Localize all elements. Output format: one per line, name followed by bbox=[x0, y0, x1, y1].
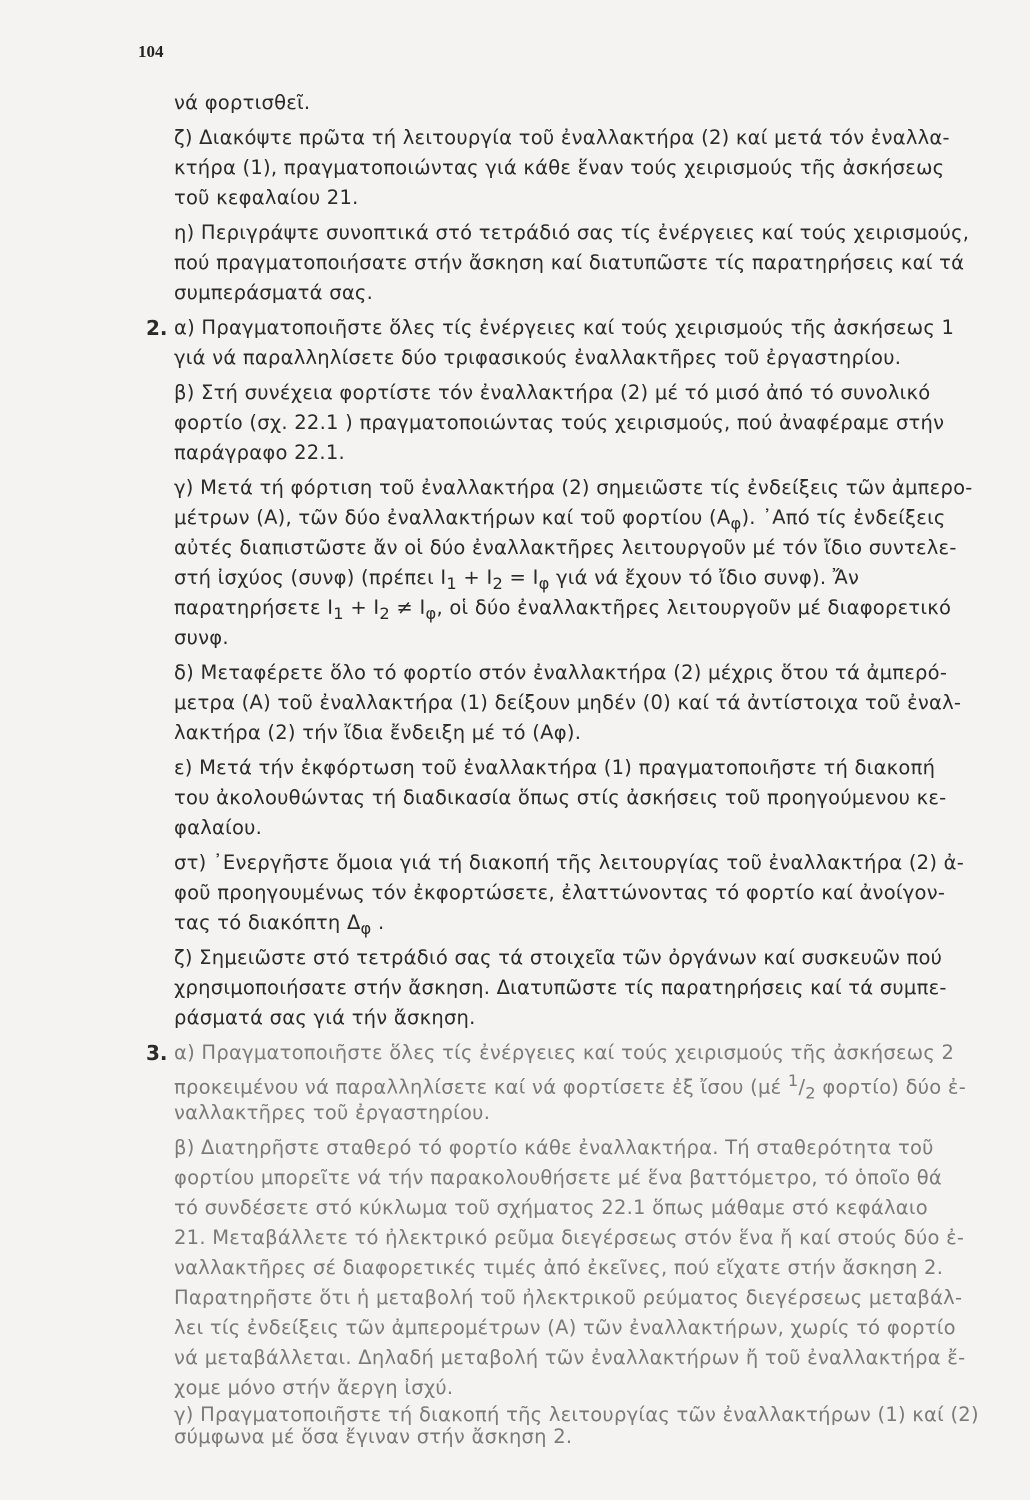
text-line: 21. Μεταβάλλετε τό ἠλεκτρικό ρεῦμα διεγέρσεως στόν ἕνα ἤ καί στούς δύο ἐ- bbox=[174, 1226, 965, 1249]
text-line: ζ) Διακόψτε πρῶτα τή λειτουργία τοῦ ἐναλλακτήρα (2) καί μετά τόν ἐναλλα- bbox=[174, 126, 950, 149]
text-line: δ) Μεταφέρετε ὅλο τό φορτίο στόν ἐναλλακτήρα (2) μέχρις ὅτου τά ἀμπερό- bbox=[174, 661, 948, 684]
text-line: νά μεταβάλλεται. Δηλαδή μεταβολή τῶν ἐναλλακτήρων ἤ τοῦ ἐναλλακτήρα ἔ- bbox=[174, 1346, 966, 1369]
text-line: η) Περιγράψτε συνοπτικά στό τετράδιό σας τίς ἐνέργειες καί τούς χειρισμούς, bbox=[174, 221, 970, 244]
text-line: ε) Μετά τήν ἐκφόρτωση τοῦ ἐναλλακτήρα (1) πραγματοποιῆστε τή διακοπή bbox=[174, 756, 936, 779]
text-line: παράγραφο 22.1. bbox=[174, 441, 345, 464]
text-line: αὐτές διαπιστῶστε ἄν οἱ δύο ἐναλλακτῆρες λειτουργοῦν μέ τόν ἴδιο συντελε- bbox=[174, 536, 957, 559]
text-line: χρησιμοποιήσατε στήν ἄσκηση. Διατυπῶστε τίς παρατηρήσεις καί τά συμπε- bbox=[174, 976, 947, 999]
text-line: φοῦ προηγουμένως τόν ἐκφορτώσετε, ἐλαττώνοντας τό φορτίο καί ἀνοίγον- bbox=[174, 881, 946, 904]
text-line: του ἀκολουθώντας τή διαδικασία ὅπως στίς ἀσκήσεις τοῦ προηγούμενου κε- bbox=[174, 786, 947, 809]
text-line: λακτήρα (2) τήν ἴδια ἔνδειξη μέ τό (Αφ). bbox=[174, 721, 582, 744]
text-line: κτήρα (1), πραγματοποιώντας γιά κάθε ἕναν τούς χειρισμούς τῆς ἀσκήσεως bbox=[174, 156, 945, 179]
text-line: γ) Πραγματοποιῆστε τή διακοπή τῆς λειτουργίας τῶν ἐναλλακτήρων (1) καί (2) bbox=[174, 1403, 979, 1426]
text-line: λει τίς ἐνδείξεις τῶν ἀμπερομέτρων (Α) τῶν ἐναλλακτήρων, χωρίς τό φορτίο bbox=[174, 1316, 956, 1339]
text-line: Παρατηρῆστε ὅτι ἡ μεταβολή τοῦ ἠλεκτρικοῦ ρεύματος διεγέρσεως μεταβάλ- bbox=[174, 1286, 963, 1309]
text-line: μέτρων (Α), τῶν δύο ἐναλλακτήρων καί τοῦ φορτίου $(A_\varphi)$. ᾿Από τίς ἐνδείξεις bbox=[174, 506, 946, 533]
text-line: φορτίο (σχ. 22.1 ) πραγματοποιώντας τούς χειρισμούς, πού ἀναφέραμε στήν bbox=[174, 411, 945, 434]
text-line: πού πραγματοποιήσατε στήν ἄσκηση καί διατυπῶστε τίς παρατηρήσεις καί τά bbox=[174, 251, 965, 274]
exercise-number: 2. bbox=[146, 316, 168, 340]
text-line: παρατηρήσετε $I_1 + I_2 \ne I_\varphi$, οἱ δύο ἐναλλακτῆρες λειτουργοῦν μέ διαφορετικό bbox=[174, 596, 952, 623]
text-line: α) Πραγματοποιῆστε ὅλες τίς ἐνέργειες καί τούς χειρισμούς τῆς ἀσκήσεως 2 bbox=[174, 1041, 955, 1064]
text-line: γιά νά παραλληλίσετε δύο τριφασικούς ἐναλλακτῆρες τοῦ ἐργαστηρίου. bbox=[174, 346, 902, 369]
page-number: 104 bbox=[138, 42, 164, 61]
text-line: στ) ᾿Ενεργῆστε ὅμοια γιά τή διακοπή τῆς λειτουργίας τοῦ ἐναλλακτήρα (2) ἀ- bbox=[174, 851, 965, 874]
text-line: β) Στή συνέχεια φορτίστε τόν ἐναλλακτήρα (2) μέ τό μισό ἀπό τό συνολικό bbox=[174, 381, 931, 404]
text-line: μετρα (Α) τοῦ ἐναλλακτήρα (1) δείξουν μηδέν (0) καί τά ἀντίστοιχα τοῦ ἐναλ- bbox=[174, 691, 962, 714]
text-line: τοῦ κεφαλαίου 21. bbox=[174, 186, 359, 209]
text-line: συμπεράσματά σας. bbox=[174, 281, 374, 304]
text-line: ράσματά σας γιά τήν ἄσκηση. bbox=[174, 1006, 476, 1029]
text-line: σύμφωνα μέ ὅσα ἔγιναν στήν ἄσκηση 2. bbox=[174, 1425, 573, 1448]
fraction-slash: / bbox=[798, 1075, 806, 1099]
text-line: β) Διατηρῆστε σταθερό τό φορτίο κάθε ἐναλλακτήρα. Τή σταθερότητα τοῦ bbox=[174, 1136, 934, 1159]
text-line: ναλλακτῆρες σέ διαφορετικές τιμές ἀπό ἐκεῖνες, πού εἴχατε στήν ἄσκηση 2. bbox=[174, 1256, 944, 1279]
text-line: συνφ. bbox=[174, 626, 229, 649]
text-line: στή ἰσχύος (συνφ) (πρέπει $I_1 + I_2 = I_\varphi$ γιά νά ἔχουν τό ἴδιο συνφ). Ἄν bbox=[174, 566, 860, 593]
text-line: τας τό διακόπτη $\Delta_\varphi$ . bbox=[174, 911, 385, 938]
text-line: φορτίου μπορεῖτε νά τήν παρακολουθήσετε μέ ἕνα βαττόμετρο, τό ὁποῖο θά bbox=[174, 1166, 943, 1189]
text-line: τό συνδέσετε στό κύκλωμα τοῦ σχήματος 22.1 ὅπως μάθαμε στό κεφάλαιο bbox=[174, 1196, 928, 1219]
text-line: α) Πραγματοποιῆστε ὅλες τίς ἐνέργειες καί τούς χειρισμούς τῆς ἀσκήσεως 1 bbox=[174, 316, 955, 339]
fraction-denominator: 2 bbox=[805, 1083, 816, 1103]
text-line: γ) Μετά τή φόρτιση τοῦ ἐναλλακτήρα (2) σημειῶστε τίς ἐνδείξεις τῶν ἀμπερο- bbox=[174, 476, 973, 499]
text-line: προκειμένου νά παραλληλίσετε καί νά φορτίσετε ἐξ ἴσου (μέ $^1/_2$ φορτίο) δύο ἐ- bbox=[174, 1071, 967, 1103]
text-line: φαλαίου. bbox=[174, 816, 263, 839]
text-line: ναλλακτῆρες τοῦ ἐργαστηρίου. bbox=[174, 1101, 491, 1124]
text-line: νά φορτισθεῖ. bbox=[174, 91, 311, 114]
text-line: ζ) Σημειῶστε στό τετράδιό σας τά στοιχεῖα τῶν ὀργάνων καί συσκευῶν πού bbox=[174, 946, 943, 969]
text-line: χομε μόνο στήν ἄεργη ἰσχύ. bbox=[174, 1376, 454, 1399]
fraction-numerator: 1 bbox=[787, 1071, 799, 1090]
exercise-number: 3. bbox=[146, 1041, 168, 1065]
